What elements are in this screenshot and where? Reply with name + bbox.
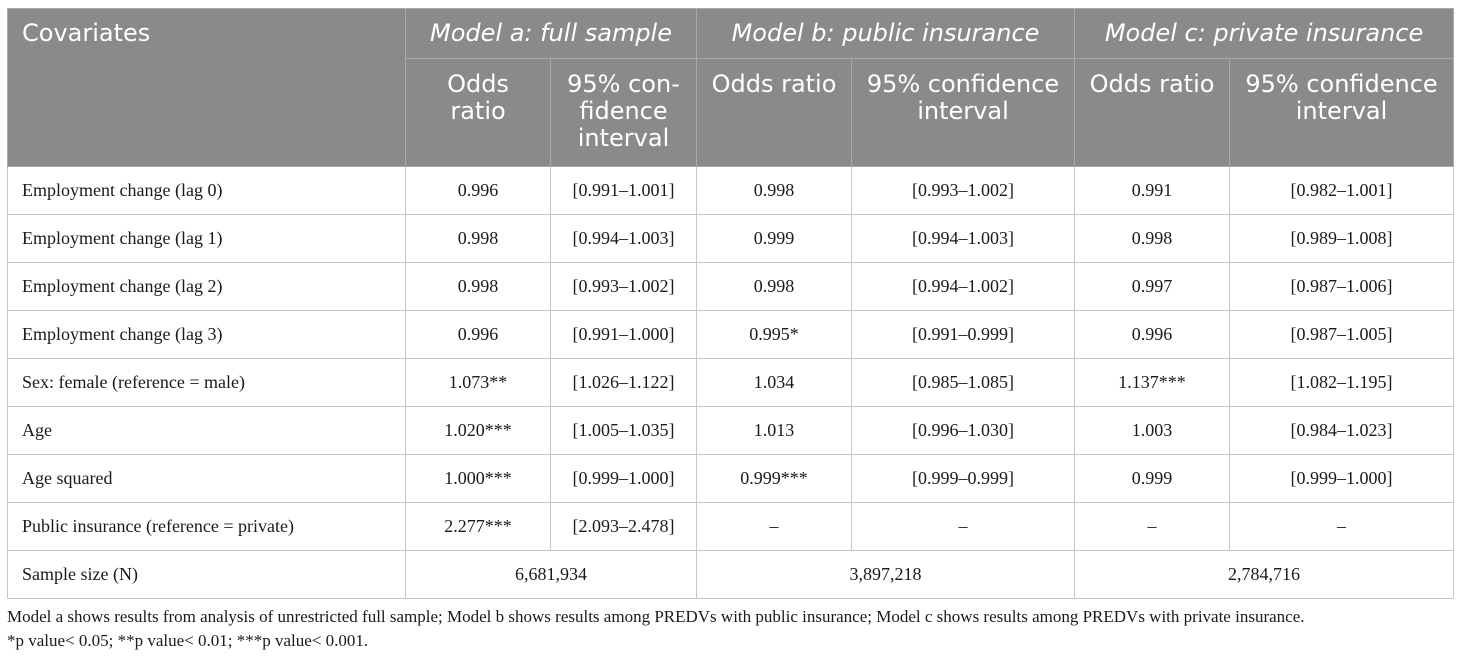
table-row <box>8 407 1454 455</box>
table-cell: [0.999–0.999] <box>852 455 1075 503</box>
table-cell: [0.994–1.002] <box>852 263 1075 311</box>
model-b-header: Model b: public insurance <box>697 9 1075 59</box>
sample-size-model-b: 3,897,218 <box>697 551 1075 599</box>
sample-size-model-c: 2,784,716 <box>1075 551 1454 599</box>
table-cell: [0.996–1.030] <box>852 407 1075 455</box>
table-cell: 1.003 <box>1075 407 1230 455</box>
table-cell: [1.005–1.035] <box>551 407 697 455</box>
table-cell: [1.082–1.195] <box>1230 359 1454 407</box>
model-a-header: Model a: full sample <box>406 9 697 59</box>
confidence-interval-header: 95% con-fidence interval <box>551 59 697 167</box>
row-label: Employment change (lag 3) <box>8 311 406 359</box>
table-cell: 0.998 <box>406 215 551 263</box>
table-cell: 0.996 <box>406 167 551 215</box>
table-cell: [0.991–1.000] <box>551 311 697 359</box>
table-cell: 0.998 <box>697 167 852 215</box>
odds-ratio-header: Odds ratio <box>406 59 551 167</box>
table-cell: 0.999*** <box>697 455 852 503</box>
table-cell: 0.999 <box>1075 455 1230 503</box>
table-cell: [0.999–1.000] <box>1230 455 1454 503</box>
row-label: Employment change (lag 2) <box>8 263 406 311</box>
table-cell: 1.073** <box>406 359 551 407</box>
table-cell: 0.995* <box>697 311 852 359</box>
table-footnote <box>7 605 1453 653</box>
odds-ratio-header: Odds ratio <box>1075 59 1230 167</box>
row-label: Age <box>8 407 406 455</box>
covariates-header: Covariates <box>8 9 406 167</box>
table-row <box>8 263 1454 311</box>
table-cell: 0.997 <box>1075 263 1230 311</box>
row-label: Public insurance (reference = private) <box>8 503 406 551</box>
table-cell: [0.994–1.003] <box>551 215 697 263</box>
sample-size-model-a: 6,681,934 <box>406 551 697 599</box>
table-row <box>8 503 1454 551</box>
row-label: Employment change (lag 1) <box>8 215 406 263</box>
odds-ratio-header: Odds ratio <box>697 59 852 167</box>
table-cell: 0.991 <box>1075 167 1230 215</box>
confidence-interval-header: 95% confidence interval <box>852 59 1075 167</box>
table-cell: [0.991–1.001] <box>551 167 697 215</box>
header-row-models <box>8 9 1454 59</box>
sample-size-label: Sample size (N) <box>8 551 406 599</box>
row-label: Age squared <box>8 455 406 503</box>
footnote-model-description: Model a shows results from analysis of unrestricted full sample; Model b shows results among PREDVs with public insurance; Model c shows results among PREDVs with private insurance. <box>7 607 1305 626</box>
table-cell: 0.998 <box>1075 215 1230 263</box>
table-cell: 0.998 <box>697 263 852 311</box>
table-cell: 0.996 <box>406 311 551 359</box>
table-cell: [0.989–1.008] <box>1230 215 1454 263</box>
table-row <box>8 215 1454 263</box>
model-c-header: Model c: private insurance <box>1075 9 1454 59</box>
table-cell: [0.994–1.003] <box>852 215 1075 263</box>
row-label: Employment change (lag 0) <box>8 167 406 215</box>
table-cell: [1.026–1.122] <box>551 359 697 407</box>
sample-size-row <box>8 551 1454 599</box>
table-cell: [0.982–1.001] <box>1230 167 1454 215</box>
confidence-interval-header: 95% confidence interval <box>1230 59 1454 167</box>
table-cell: [0.985–1.085] <box>852 359 1075 407</box>
table-row <box>8 455 1454 503</box>
table-cell: 0.996 <box>1075 311 1230 359</box>
table-cell: – <box>1075 503 1230 551</box>
table-cell: 1.034 <box>697 359 852 407</box>
table-row <box>8 311 1454 359</box>
table-cell: 1.020*** <box>406 407 551 455</box>
table-cell: [0.993–1.002] <box>852 167 1075 215</box>
table-cell: [0.999–1.000] <box>551 455 697 503</box>
table-cell: [0.987–1.005] <box>1230 311 1454 359</box>
table-cell: [0.984–1.023] <box>1230 407 1454 455</box>
table-cell: – <box>852 503 1075 551</box>
table-cell: 0.998 <box>406 263 551 311</box>
table-cell: 0.999 <box>697 215 852 263</box>
row-label: Sex: female (reference = male) <box>8 359 406 407</box>
table-cell: – <box>697 503 852 551</box>
table-cell: [0.993–1.002] <box>551 263 697 311</box>
table-cell: 1.013 <box>697 407 852 455</box>
table-row <box>8 167 1454 215</box>
table-cell: – <box>1230 503 1454 551</box>
results-table-container <box>7 8 1453 653</box>
table-cell: [0.991–0.999] <box>852 311 1075 359</box>
table-row <box>8 359 1454 407</box>
table-cell: 2.277*** <box>406 503 551 551</box>
footnote-significance: *p value< 0.05; **p value< 0.01; ***p value< 0.001. <box>7 631 369 650</box>
table-cell: 1.137*** <box>1075 359 1230 407</box>
table-cell: 1.000*** <box>406 455 551 503</box>
table-cell: [0.987–1.006] <box>1230 263 1454 311</box>
table-cell: [2.093–2.478] <box>551 503 697 551</box>
odds-ratio-table <box>7 8 1454 599</box>
